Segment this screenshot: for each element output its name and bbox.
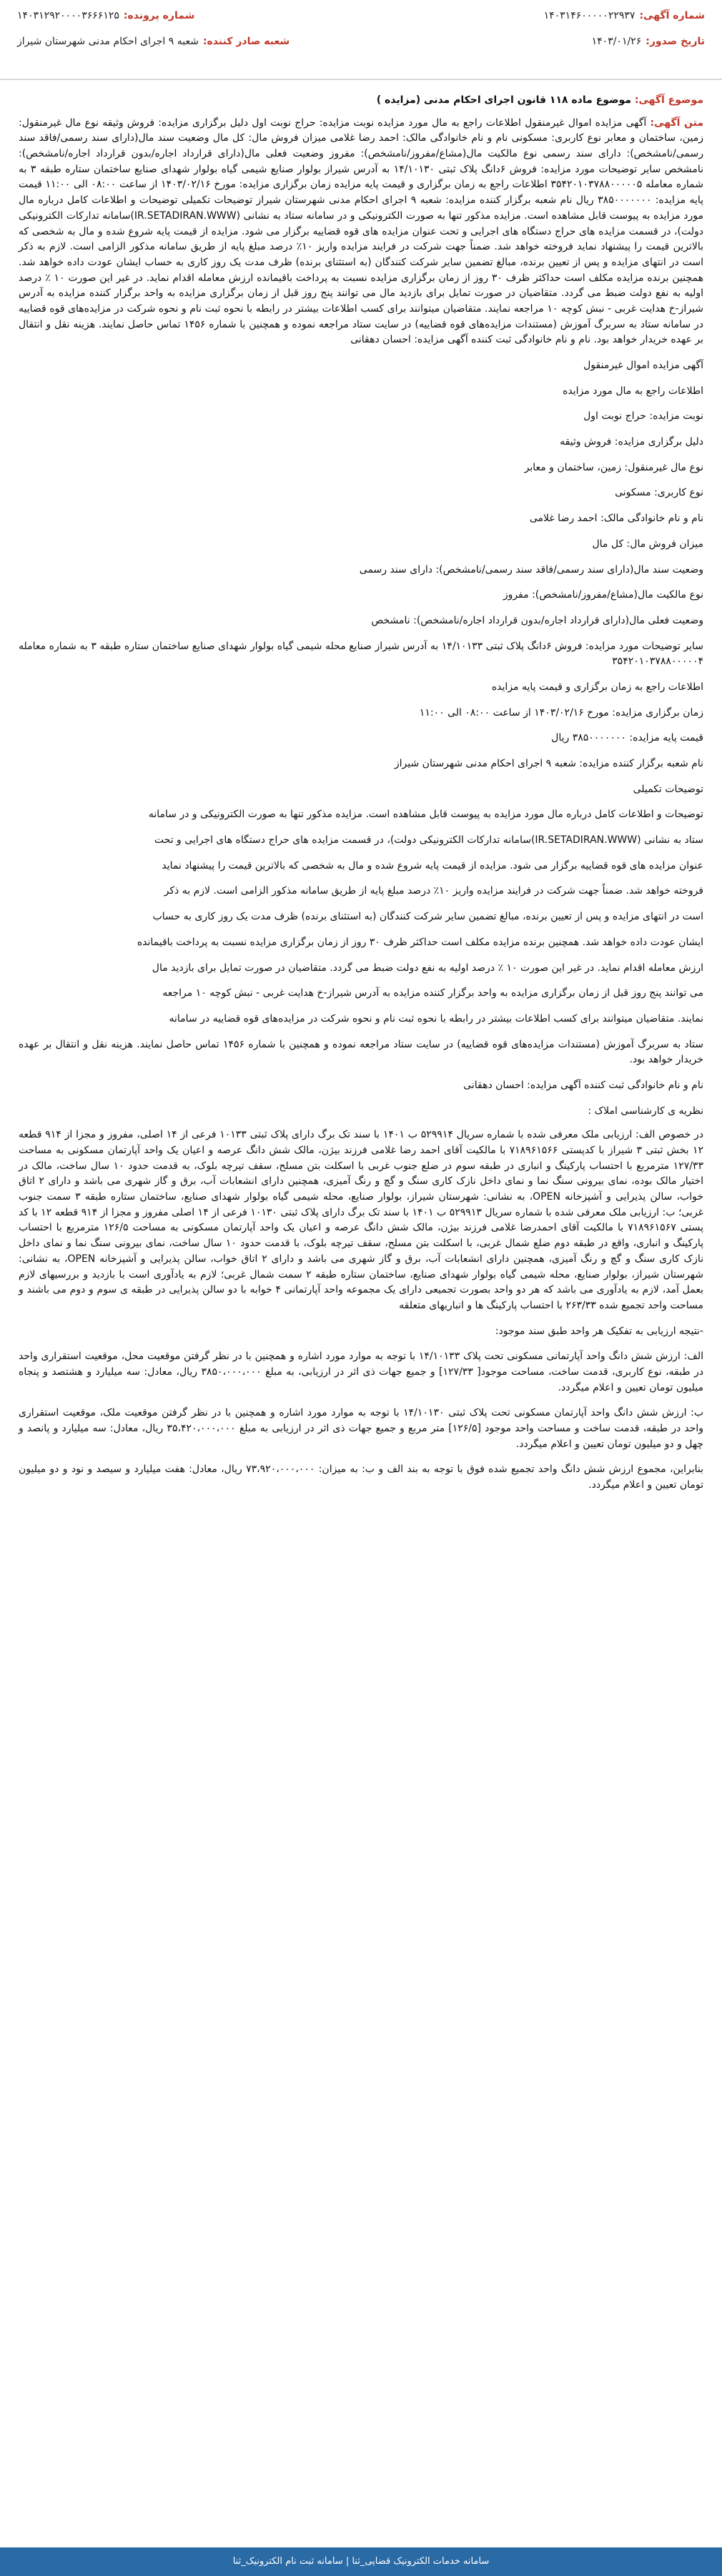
detail-line: نام شعبه برگزار کننده مزایده: شعبه ۹ اجرای احکام مدنی شهرستان شیراز [394,758,703,769]
issue-date-label: تاریخ صدور: [646,35,705,47]
subject-value: موضوع ماده ۱۱۸ قانون اجرای احکام مدنی (مزایده ) [376,94,631,106]
expert-paragraph-3: ب: ارزش شش دانگ واحد آپارتمان مسکونی تحت پلاک ثبتی ۱۴/۱۰۱۳۰ با توجه به موارد مورد اشاره و همچنین با در نظر گرفتن موقعیت ملک، موقعیت استقراری واحد در طبقه، قدمت ساخت و مساحت واحد موجود [۱۲۶/۵] متر مربع و جمیع جهات ذی اثر در ارزیابی به مبلغ ۳۵،۴۲۰،۰۰۰،۰۰۰ ریال، معادل: سه میلیارد و پانصد و چهل و دو میلیون تومان تعیین و اعلام میگردد. [19,1407,704,1450]
linked-number-label: شماره پرونده: [123,10,195,21]
detail-line: نوع کاربری: مسکونی [615,487,703,499]
detail-line: نوبت مزایده: حراج نوبت اول [583,410,703,423]
ad-subject [19,93,703,109]
ad-content [0,80,722,1522]
ad-header [0,0,722,80]
detail-line: نوع مال غیرمنقول: زمین، ساختمان و معابر [524,461,703,473]
issue-date [592,34,705,50]
expert-title: نظریه ی کارشناسی املاک : [588,1105,703,1117]
intro-label: متن آگهی: [650,117,703,129]
detail-line: ایشان عودت داده خواهد شد. همچنین برنده مزایده مکلف است حداکثر ظرف ۳۰ روز از زمان برگزاری مزایده نسبت به پرداخت باقیمانده [137,936,703,948]
issue-date-value: ۱۴۰۳/۰۱/۲۶ [591,35,642,47]
expert-paragraph-4: بنابراین، مجموع ارزش شش دانگ واحد تجمیع شده فوق با توجه به بند الف و ب: به میزان: ۷۳،۹۲۰،۰۰۰،۰۰۰ ریال، معادل: هفت میلیارد و سیصد و نود و دو میلیون تومان تعیین و اعلام میگردد. [19,1464,703,1491]
detail-line: می توانند پنج روز قبل از زمان برگزاری مزایده به واحد برگزار کننده مزایده به آدرس شیراز-خ هدایت غربی - نبش کوچه ۱۰ مراجعه [162,987,703,1000]
ad-number-label: شماره آگهی: [639,10,705,21]
detail-line: فروخته خواهد شد. ضمناً جهت شرکت در فرایند مزایده واریز ۱۰٪ درصد مبلغ پایه از طریق سامانه مذکور الزامی است. لازم به ذکر [164,885,703,897]
detail-list [19,358,703,1094]
detail-line: دلیل برگزاری مزایده: فروش وثیقه [560,436,703,448]
footer-text[interactable]: سامانه خدمات الکترونیک قضایی_ثنا | سامانه ثبت نام الکترونیک_ثنا [232,2555,490,2567]
detail-line: نوع مالکیت مال(مشاع/مفروز/نامشخص): مفروز [503,589,703,601]
linked-number-value: ۱۴۰۳۱۲۹۲۰۰۰۰۳۶۶۶۱۲۵ [17,10,119,21]
detail-line: نمایند. متقاضیان میتوانند برای کسب اطلاعات بیشتر در رابطه با نحوه ثبت نام و نحوه شرکت در مزایده‌های قوه قضاییه در سامانه [169,1012,703,1025]
detail-line: اطلاعات راجع به زمان برگزاری و قیمت پایه مزایده [491,681,703,693]
detail-line: سایر توضیحات مورد مزایده: فروش ۶دانگ پلاک ثبتی ۱۴/۱۰۱۳۳ به آدرس شیراز صنایع محله شیمی گیاه بولوار شهدای صنایع ساختمان ستاره طبقه ۳ به شماره معامله ۳۵۴۲۰۱۰۳۷۸۸۰۰۰۰۰۴ [19,640,703,668]
expert-paragraph-2: الف: ارزش شش دانگ واحد آپارتمانی مسکونی تحت پلاک ۱۴/۱۰۱۳۳ با توجه به موارد مورد اشاره و همچنین با در نظر گرفتن موقعیت محل، موقعیت استقراری واحد در طبقه، نوع کاربری، قدمت ساخت، مساحت موجود[ ۱۲۷/۳۳] و جمیع جهات ذی اثر در ارزیابی، به مبلغ ۳۸۵۰،۰۰۰،۰۰۰ ریال، معادل: سه میلیارد و هشتصد و پنجاه میلیون تومان تعیین و اعلام میگردد. [19,1351,703,1393]
expert-paragraph-1: در خصوص الف: ارزیابی ملک معرفی شده با شماره سریال ۵۲۹۹۱۴ ب ۱۴۰۱ با سند تک برگ دارای پلاک ثبتی ۱۰۱۳۳ فرعی از ۱۴ اصلی، مفروز و مجزا از ۹۱۴ قطعه ۱۲ بخش ثبتی ۳ شیراز با کدپستی ۷۱۸۹۶۱۵۶۶ با مالکیت آقای احمد رضا غلامی فرزند بیژن، مالک شش دانگ عرصه و اعیان یک واحد آپارتمان مسکونی به مساحت ۱۲۷/۳۳ مترمربع با احتساب پارکینگ و انباری در طبقه سوم در ضلع جنوب غربی با اسکلت بتن مسلح، سقف تیرچه بلوک، به قدمت حدود ۱۰ سال ساخت، مالک در اختیار مالک بوده، نمای بیرونی سنگ نما و نمای داخل نازک کاری سنگ و گچ و رنگ آمیزی، همچنین دارای انشعابات آب، برق و گاز شهری می باشد و دارای ۲ اتاق خواب، سالن پذیرایی و آشپزخانه OPEN، به نشانی: شهرستان شیراز، بولوار صنایع، محله شیمی گیاه بولوار شهدای صنایع، ساختمان ستاره طبقه ۳ سمت جنوب غربی؛ ب: ارزیابی ملک معرفی شده با شماره سریال ۵۲۹۹۱۳ ب ۱۴۰۱ با سند تک برگ دارای پلاک ثبتی ۱۰۱۳۰ فرعی از ۱۴ اصلی مفروز و مجزا از ۹۱۴ قطعه ۱۲ با کد پستی ۷۱۸۹۶۱۵۶۷ با مالکیت آقای احمدرضا غلامی فرزند بیژن، مالک شش دانگ عرصه و اعیان یک واحد آپارتمان مسکونی به مساحت ۱۲۶/۵ مترمربع با احتساب پارکینگ و انباری، واقع در طبقه دوم ضلع شمال غربی، با اسکلت بتن مسلح، سقف تیرچه بلوک، با قدمت حدود ۱۰ سال ساخت، نمای بیرونی سنگ نما و نمای داخل نازک کاری سنگ و گچ و رنگ آمیزی، همچنین دارای انشعابات آب، برق و گاز شهری می باشد و دارای ۲ اتاق خواب، سالن پذیرایی و آشپزخانه OPEN، به نشانی: شهرستان شیراز، بولوار صنایع، محله شیمی گیاه بولوار شهدای صنایع، ساختمان ستاره طبقه ۲ سمت شمال غربی؛ لازم به یادآوری است با بازدید و بررسیهای لازم بعمل آمد، لازم به یادآوری می باشد که هر دو واحد بصورت تجمیعی دارای یک مجموعه واحد آپارتمانی ۴ خوابه با دو سالن پذیرایی در طبقه ی سوم و دوم می باشند و مساحت واحد تجمیع شده ۲۶۳/۳۳ با احتساب پارکینگ ها و انباریهای متعلقه [19,1129,704,1311]
detail-line: ستاد به سربرگ آموزش (مستندات مزایده‌های قوه قضاییه) در سایت ستاد مراجعه نموده و همچنین با شماره ۱۴۵۶ تماس حاصل نمایند. هزینه نقل و انتقال بر عهده خریدار خواهد بود. [19,1038,704,1066]
detail-line: وضعیت سند مال(دارای سند رسمی/فاقد سند رسمی/نامشخص): دارای سند رسمی [359,563,703,576]
page-footer [0,2547,722,2576]
detail-line: ستاد به نشانی (IR.SETADIRAN.WWW)سامانه تدارکات الکترونیکی دولت)، در قسمت مزایده های حراج دستگاه های اجرایی و تحت [154,834,703,847]
ad-number [544,9,705,24]
detail-line: زمان برگزاری مزایده: مورخ ۱۴۰۳/۰۲/۱۶ از ساعت ۰۸:۰۰ الی ۱۱:۰۰ [419,706,703,719]
ad-number-value: ۱۴۰۳۱۴۶۰۰۰۰۰۲۲۹۳۷ [543,10,636,21]
linked-number [17,9,194,24]
intro-text: آگهی مزایده اموال غیرمنقول اطلاعات راجع به مال مورد مزایده نوبت مزایده: حراج نوبت اول دلیل برگزاری مزایده: فروش وثیقه نوع مال غیرمنقول: زمین، ساختمان و معابر نوع کاربری: مسکونی نام و نام خانوادگی مالک: احمد رضا غلامی میزان فروش مال: کل مال وضعیت سند مال(دارای سند رسمی/فاقد سند رسمی/نامشخص): دارای سند رسمی نوع مالکیت مال(مشاع/مفروز/نامشخص): مفروز وضعیت فعلی مال(دارای قرارداد اجاره/بدون قرارداد اجاره/نامشخص): نامشخص سایر توضیحات مورد مزایده: فروش ۶دانگ پلاک ثبتی ۱۴/۱۰۱۳۰ به آدرس شیراز بولوار صنایع شیمی گیاه بولوار شهدای صنایع ساختمان ستاره طبقه ۳ به شماره معامله ۳۵۴۲۰۱۰۳۷۸۸۰۰۰۰۰۵ اطلاعات راجع به زمان برگزاری و قیمت پایه مزایده زمان برگزاری مزایده: مورخ ۱۴۰۳/۰۲/۱۶ از ساعت ۰۸:۰۰ الی ۱۱:۰۰ قیمت پایه مزایده: ۳۸۵۰۰۰۰۰۰۰ ریال نام شعبه برگزار کننده مزایده: شعبه ۹ اجرای احکام مدنی شهرستان شیراز توضیحات تکمیلی توضیحات و اطلاعات کامل درباره مال مورد مزایده به پیوست قابل مشاهده است. مزایده مذکور تنها به صورت الکترونیکی و در سامانه ستاد به نشانی (IR.SETADIRAN.WWW)سامانه تدارکات الکترونیکی دولت)، در قسمت مزایده های حراج دستگاه های اجرایی و تحت عنوان مزایده های قوه قضاییه برگزار می شود. مزایده از قیمت پایه شروع شده و مال به شخصی که بالاترین قیمت را پیشنهاد نماید فروخته خواهد شد. ضمناً جهت شرکت در فرایند مزایده واریز ۱۰٪ درصد مبلغ پایه از طریق سامانه مذکور الزامی است. لازم به ذکر است در انتهای مزایده و پس از تعیین برنده، مبالغ تضمین سایر شرکت کنندگان (به استثنای برنده) ظرف مدت یک روز کاری به حساب ایشان عودت داده خواهد شد. همچنین برنده مزایده مکلف است حداکثر ظرف ۳۰ روز از زمان برگزاری مزایده نسبت به پرداخت باقیمانده ارزش معامله اقدام نماید. در غیر این صورت ۱۰ ٪ درصد اولیه به نفع دولت ضبط می گردد. متقاضیان در صورت تمایل برای بازدید مال می توانند پنج روز قبل از زمان برگزاری مزایده به واحد برگزار کننده مزایده به آدرس شیراز-خ هدایت غربی - نبش کوچه ۱۰ مراجعه نمایند. متقاضیان میتوانند برای کسب اطلاعات بیشتر در رابطه با نحوه ثبت نام و نحوه شرکت در مزایده‌های قوه قضاییه در سامانه ستاد به سربرگ آموزش (مستندات مزایده‌های قوه قضاییه) در سایت ستاد مراجعه نموده و همچنین با شماره ۱۴۵۶ تماس حاصل نمایند. هزینه نقل و انتقال بر عهده خریدار خواهد بود. نام و نام خانوادگی ثبت کننده آگهی مزایده: احسان دهقانی [19,117,704,346]
detail-line: قیمت پایه مزایده: ۳۸۵۰۰۰۰۰۰۰ ریال [551,732,703,744]
detail-line: نام و نام خانوادگی مالک: احمد رضا غلامی [529,513,703,525]
detail-line: است در انتهای مزایده و پس از تعیین برنده، مبالغ تضمین سایر شرکت کنندگان (به استثنای برنده) ظرف مدت یک روز کاری به حساب [152,911,703,923]
detail-line: اطلاعات راجع به مال مورد مزایده [563,385,703,397]
expert-opinion [19,1104,703,1494]
detail-line: میزان فروش مال: کل مال [592,538,703,550]
issuer-value: شعبه ۹ اجرای احکام مدنی شهرستان شیراز [17,35,199,47]
issuer-label: شعبه صادر کننده: [202,35,290,47]
header-row-top [17,9,705,24]
issuer [17,34,290,50]
expert-conclusion-title: -نتیجه ارزیابی به تفکیک هر واحد طبق سند موجود: [495,1325,703,1337]
detail-line: نام و نام خانوادگی ثبت کننده آگهی مزایده: احسان دهقانی [463,1079,703,1091]
detail-line: آگهی مزایده اموال غیرمنقول [583,360,703,371]
detail-line: وضعیت فعلی مال(دارای قرارداد اجاره/بدون قرارداد اجاره/نامشخص): نامشخص [371,614,703,626]
detail-line: توضیحات تکمیلی [633,783,703,795]
detail-line: عنوان مزایده های قوه قضاییه برگزار می شود. مزایده از قیمت پایه شروع شده و مال به شخصی که بالاترین قیمت را پیشنهاد نماید [162,859,703,872]
subject-label: موضوع آگهی: [634,94,703,106]
detail-line: توضیحات و اطلاعات کامل درباره مال مورد مزایده به پیوست قابل مشاهده است. مزایده مذکور تنها به صورت الکترونیکی و در سامانه [148,809,703,821]
header-row-bottom [17,34,705,50]
detail-line: ارزش معامله اقدام نماید. در غیر این صورت ۱۰ ٪ درصد اولیه به نفع دولت ضبط می گردد. متقاضیان در صورت تمایل برای بازدید مال [152,962,703,974]
ad-intro [19,116,703,348]
